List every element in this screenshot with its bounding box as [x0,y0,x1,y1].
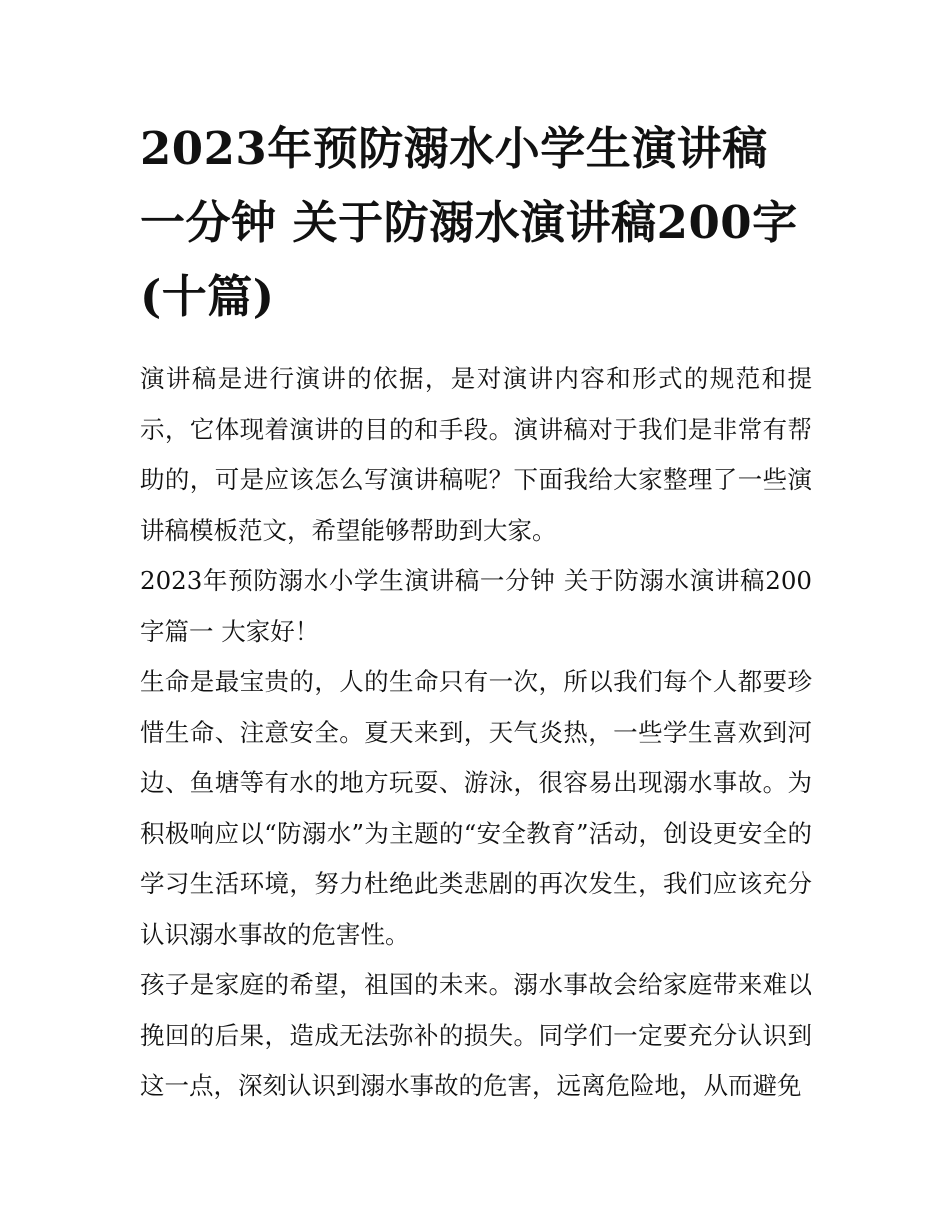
document-page [140,112,812,1112]
paragraph-section-heading: 2023年预防溺水小学生演讲稿一分钟 关于防溺水演讲稿200字篇一 大家好！ [140,566,812,646]
document-title: 2023年预防溺水小学生演讲稿一分钟 关于防溺水演讲稿200字(十篇) [140,122,798,323]
paragraph-life-safety: 生命是最宝贵的，人的生命只有一次，所以我们每个人都要珍惜生命、注意安全。夏天来到，天气炎热，一些学生喜欢到河边、鱼塘等有水的地方玩耍、游泳，很容易出现溺水事故。为积极响应以“防溺水”为主题的“安全教育”活动，创设更安全的学习生活环境，努力杜绝此类悲剧的再次发生，我们应该充分认识溺水事故的危害性。 [140,667,812,949]
document-body [140,354,812,1112]
paragraph-intro: 演讲稿是进行演讲的依据，是对演讲内容和形式的规范和提示，它体现着演讲的目的和手段。演讲稿对于我们是非常有帮助的，可是应该怎么写演讲稿呢？下面我给大家整理了一些演讲稿模板范文，希望能够帮助到大家。 [140,364,812,545]
paragraph-family-hope: 孩子是家庭的希望，祖国的未来。溺水事故会给家庭带来难以挽回的后果，造成无法弥补的损失。同学们一定要充分认识到这一点，深刻认识到溺水事故的危害，远离危险地，从而避免 [140,970,812,1100]
